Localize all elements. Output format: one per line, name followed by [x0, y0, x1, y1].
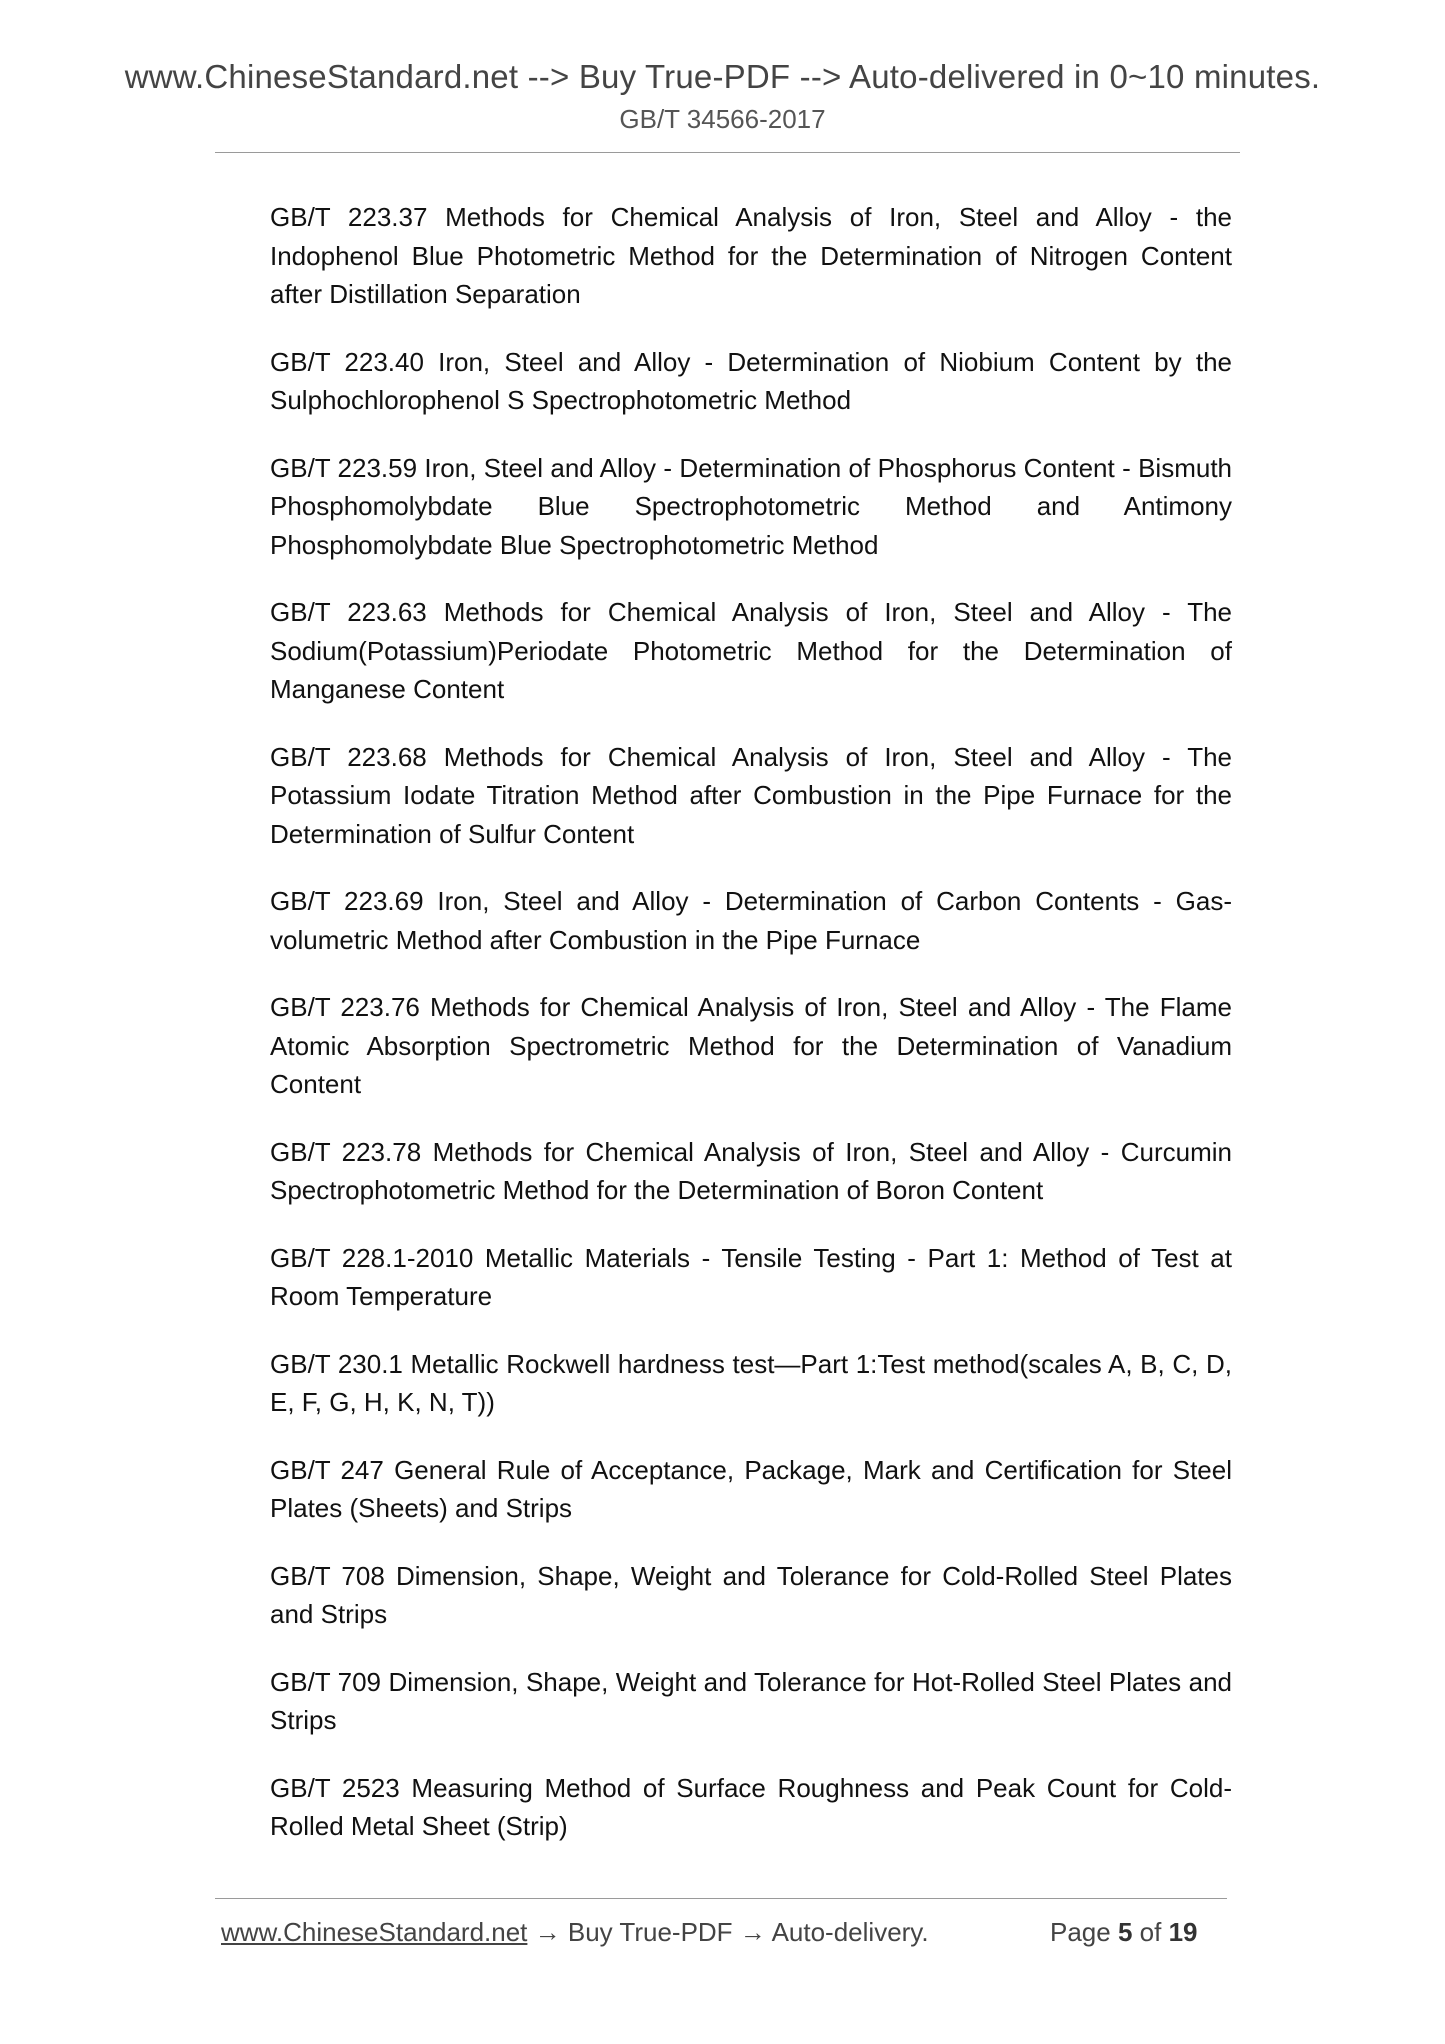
reference-item: GB/T 709 Dimension, Shape, Weight and Tolerance for Hot-Rolled Steel Plates and Strips [270, 1666, 1232, 1735]
footer-promo [221, 1917, 929, 1948]
reference-item: GB/T 247 General Rule of Acceptance, Package, Mark and Certification for Steel Plates (Sheets) and Strips [270, 1454, 1232, 1523]
page-word: Page [1050, 1917, 1111, 1947]
of-word: of [1139, 1917, 1162, 1947]
reference-item: GB/T 223.68 Methods for Chemical Analysis of Iron, Steel and Alloy - The Potassium Iodate Titration Method after Combustion in the Pipe Furnace for the Determination of Sulfur Content [270, 741, 1232, 849]
reference-item: GB/T 223.63 Methods for Chemical Analysis of Iron, Steel and Alloy - The Sodium(Potassium)Periodate Photometric Method for the Determination of Manganese Content [270, 597, 1232, 704]
reference-item: GB/T 228.1-2010 Metallic Materials - Tensile Testing - Part 1: Method of Test at Room Temperature [270, 1242, 1232, 1311]
reference-item: GB/T 230.1 Metallic Rockwell hardness test—Part 1:Test method(scales A, B, C, D, E, F, G, H, K, N, T)) [270, 1348, 1232, 1417]
page-indicator [1050, 1917, 1198, 1948]
footer-divider [215, 1898, 1227, 1899]
reference-item: GB/T 223.59 Iron, Steel and Alloy - Determination of Phosphorus Content - Bismuth Phosphomolybdate Blue Spectrophotometric Method and Antimony Phosphomolybdate Blue Spectrophotometric Method [270, 452, 1232, 560]
reference-item: GB/T 223.37 Methods for Chemical Analysis of Iron, Steel and Alloy - the Indophenol Blue Photometric Method for the Determination of Nitrogen Content after Distillation Separation [270, 202, 1232, 309]
reference-item: GB/T 708 Dimension, Shape, Weight and Tolerance for Cold-Rolled Steel Plates and Strips [270, 1560, 1232, 1629]
reference-item: GB/T 223.76 Methods for Chemical Analysis of Iron, Steel and Alloy - The Flame Atomic Absorption Spectrometric Method for the Determination of Vanadium Content [270, 992, 1232, 1099]
page-current: 5 [1117, 1917, 1133, 1947]
reference-item: GB/T 2523 Measuring Method of Surface Roughness and Peak Count for Cold-Rolled Metal Sheet (Strip) [270, 1772, 1232, 1841]
footer-site-link[interactable]: www.ChineseStandard.net [221, 1917, 528, 1947]
header-banner: www.ChineseStandard.net --> Buy True-PDF --> Auto-delivered in 0~10 minutes. [124, 58, 1321, 95]
reference-item: GB/T 223.69 Iron, Steel and Alloy - Determination of Carbon Contents - Gas-volumetric Method after Combustion in the Pipe Furnace [270, 886, 1232, 955]
page-total: 19 [1168, 1917, 1198, 1947]
reference-item: GB/T 223.78 Methods for Chemical Analysis of Iron, Steel and Alloy - Curcumin Spectrophotometric Method for the Determination of Boron Content [270, 1136, 1232, 1205]
reference-item: GB/T 223.40 Iron, Steel and Alloy - Determination of Niobium Content by the Sulphochlorophenol S Spectrophotometric Method [270, 346, 1232, 415]
header-divider [215, 152, 1240, 153]
normative-references-list [270, 198, 1232, 1875]
standard-id: GB/T 34566-2017 [619, 104, 826, 134]
footer-tagline: → Buy True-PDF → Auto-delivery. [527, 1917, 929, 1947]
